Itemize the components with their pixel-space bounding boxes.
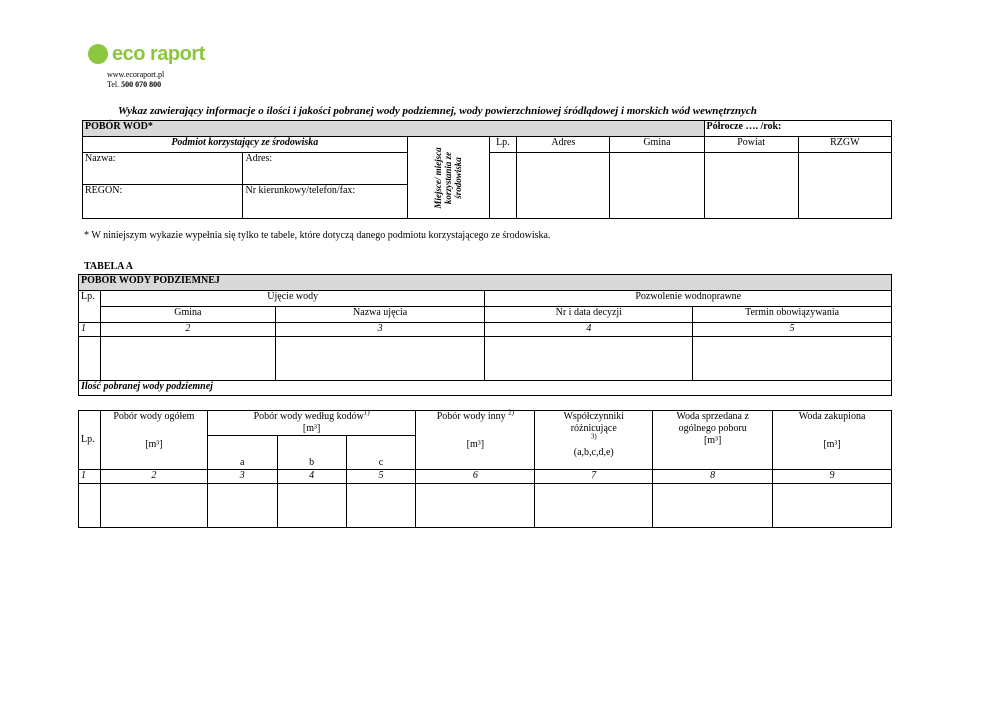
ilosc-lp: Lp. [79, 411, 101, 470]
num-cell: 8 [653, 470, 773, 484]
data-cell[interactable] [277, 484, 346, 528]
zakupiona-header [773, 411, 892, 470]
polrocze-label: Półrocze …. /rok: [704, 121, 892, 137]
footnote: * W niniejszym wykazie wypełnia się tylko te tabele, które dotyczą danego podmiotu korzystającego ze środowiska. [84, 230, 551, 241]
data-cell[interactable] [79, 337, 101, 381]
unit-label: [m³] [466, 439, 485, 450]
nazwa-field[interactable]: Nazwa: [83, 153, 243, 185]
ujecie-header: Ujęcie wody [100, 291, 484, 307]
footnote-mark: 1) [363, 408, 370, 417]
sprzedana-label: Woda sprzedana z ogólnego poboru [676, 411, 749, 434]
data-cell[interactable] [100, 484, 207, 528]
termin-header: Termin obowiązywania [693, 307, 892, 323]
pozwolenie-header: Pozwolenie wodnoprawne [485, 291, 892, 307]
num-cell: 2 [100, 470, 207, 484]
podmiot-header: Podmiot korzystający ze środowiska [83, 137, 408, 153]
footnote-mark: 2) [508, 408, 514, 417]
tabela-a [78, 274, 892, 396]
lp-cell[interactable] [489, 153, 517, 219]
sprzedana-header [653, 411, 773, 470]
num-cell: 2 [100, 323, 275, 337]
code-b: b [277, 436, 346, 470]
code-c: c [346, 436, 416, 470]
zakupiona-label: Woda zakupiona [798, 411, 866, 422]
num-cell: 6 [416, 470, 535, 484]
miejsce-cell [407, 137, 489, 219]
unit-label: [m³] [703, 435, 722, 446]
data-cell[interactable] [535, 484, 653, 528]
wg-kodow-header [207, 408, 416, 436]
num-cell: 3 [275, 323, 485, 337]
data-cell[interactable] [485, 337, 693, 381]
data-cell[interactable] [693, 337, 892, 381]
col-rzgw: RZGW [798, 137, 891, 153]
nr-field[interactable]: Nr kierunkowy/telefon/fax: [243, 185, 407, 219]
num-cell: 4 [485, 323, 693, 337]
data-cell[interactable] [207, 484, 277, 528]
regon-field[interactable]: REGON: [83, 185, 243, 219]
gmina-cell[interactable] [610, 153, 704, 219]
num-cell: 5 [693, 323, 892, 337]
tabela-a-label: TABELA A [84, 261, 133, 272]
col-adres: Adres [517, 137, 610, 153]
num-cell: 9 [773, 470, 892, 484]
data-cell[interactable] [346, 484, 416, 528]
num-cell: 7 [535, 470, 653, 484]
num-cell: 1 [79, 323, 101, 337]
lp-header: Lp. [79, 291, 101, 323]
document-title: Wykaz zawierający informacje o ilości i jakości pobranej wody podziemnej, wody powierzchniowej śródlądowej i morskich wód wewnętrznych [118, 105, 757, 117]
col-lp: Lp. [489, 137, 517, 153]
ilosc-title: Ilość pobranej wody podziemnej [79, 381, 892, 396]
brand-url: www.ecoraport.pl [107, 70, 165, 79]
pobor-wod-table [82, 120, 892, 219]
num-cell: 5 [346, 470, 416, 484]
unit-label: [m³] [302, 423, 321, 434]
logo [88, 43, 205, 65]
col-gmina: Gmina [610, 137, 704, 153]
data-cell[interactable] [79, 484, 101, 528]
data-cell[interactable] [275, 337, 485, 381]
powiat-cell[interactable] [704, 153, 798, 219]
ogolem-label: Pobór wody ogółem [113, 411, 195, 422]
brand-phone: Tel. 500 070 800 [107, 80, 162, 89]
logo-leaf-icon [88, 44, 108, 64]
data-cell[interactable] [773, 484, 892, 528]
wspolczynniki-label: Współczynniki różnicujące [563, 411, 624, 434]
data-cell[interactable] [416, 484, 535, 528]
wspolczynniki-header [535, 411, 653, 470]
adres-cell[interactable] [517, 153, 610, 219]
footnote-mark: 3) [590, 432, 597, 441]
pobor-header: POBÓR WÓD* [83, 121, 705, 137]
data-cell[interactable] [653, 484, 773, 528]
code-a: a [207, 436, 277, 470]
rzgw-cell[interactable] [798, 153, 891, 219]
wspolczynniki-sub: (a,b,c,d,e) [573, 447, 614, 458]
wg-kodow-label: Pobór wody według kodów [253, 411, 364, 422]
ilosc-table [78, 410, 892, 528]
adres-field[interactable]: Adres: [243, 153, 407, 185]
nr-decyzji-header: Nr i data decyzji [485, 307, 693, 323]
inny-label: Pobór wody inny [436, 411, 506, 422]
gmina-header: Gmina [100, 307, 275, 323]
num-cell: 1 [79, 470, 101, 484]
num-cell: 4 [277, 470, 346, 484]
col-powiat: Powiat [704, 137, 798, 153]
unit-label: [m³] [145, 439, 163, 450]
nazwa-ujecia-header: Nazwa ujęcia [275, 307, 485, 323]
inny-header [416, 408, 535, 470]
logo-text: eco raport [112, 42, 205, 65]
num-cell: 3 [207, 470, 277, 484]
ogolem-header [100, 411, 207, 470]
miejsce-label: Miejsce/ miejsca korzystania ze środowiska [433, 146, 464, 209]
data-cell[interactable] [100, 337, 275, 381]
tabela-a-header: POBÓR WODY PODZIEMNEJ [79, 275, 892, 291]
unit-label: [m³] [823, 439, 841, 450]
